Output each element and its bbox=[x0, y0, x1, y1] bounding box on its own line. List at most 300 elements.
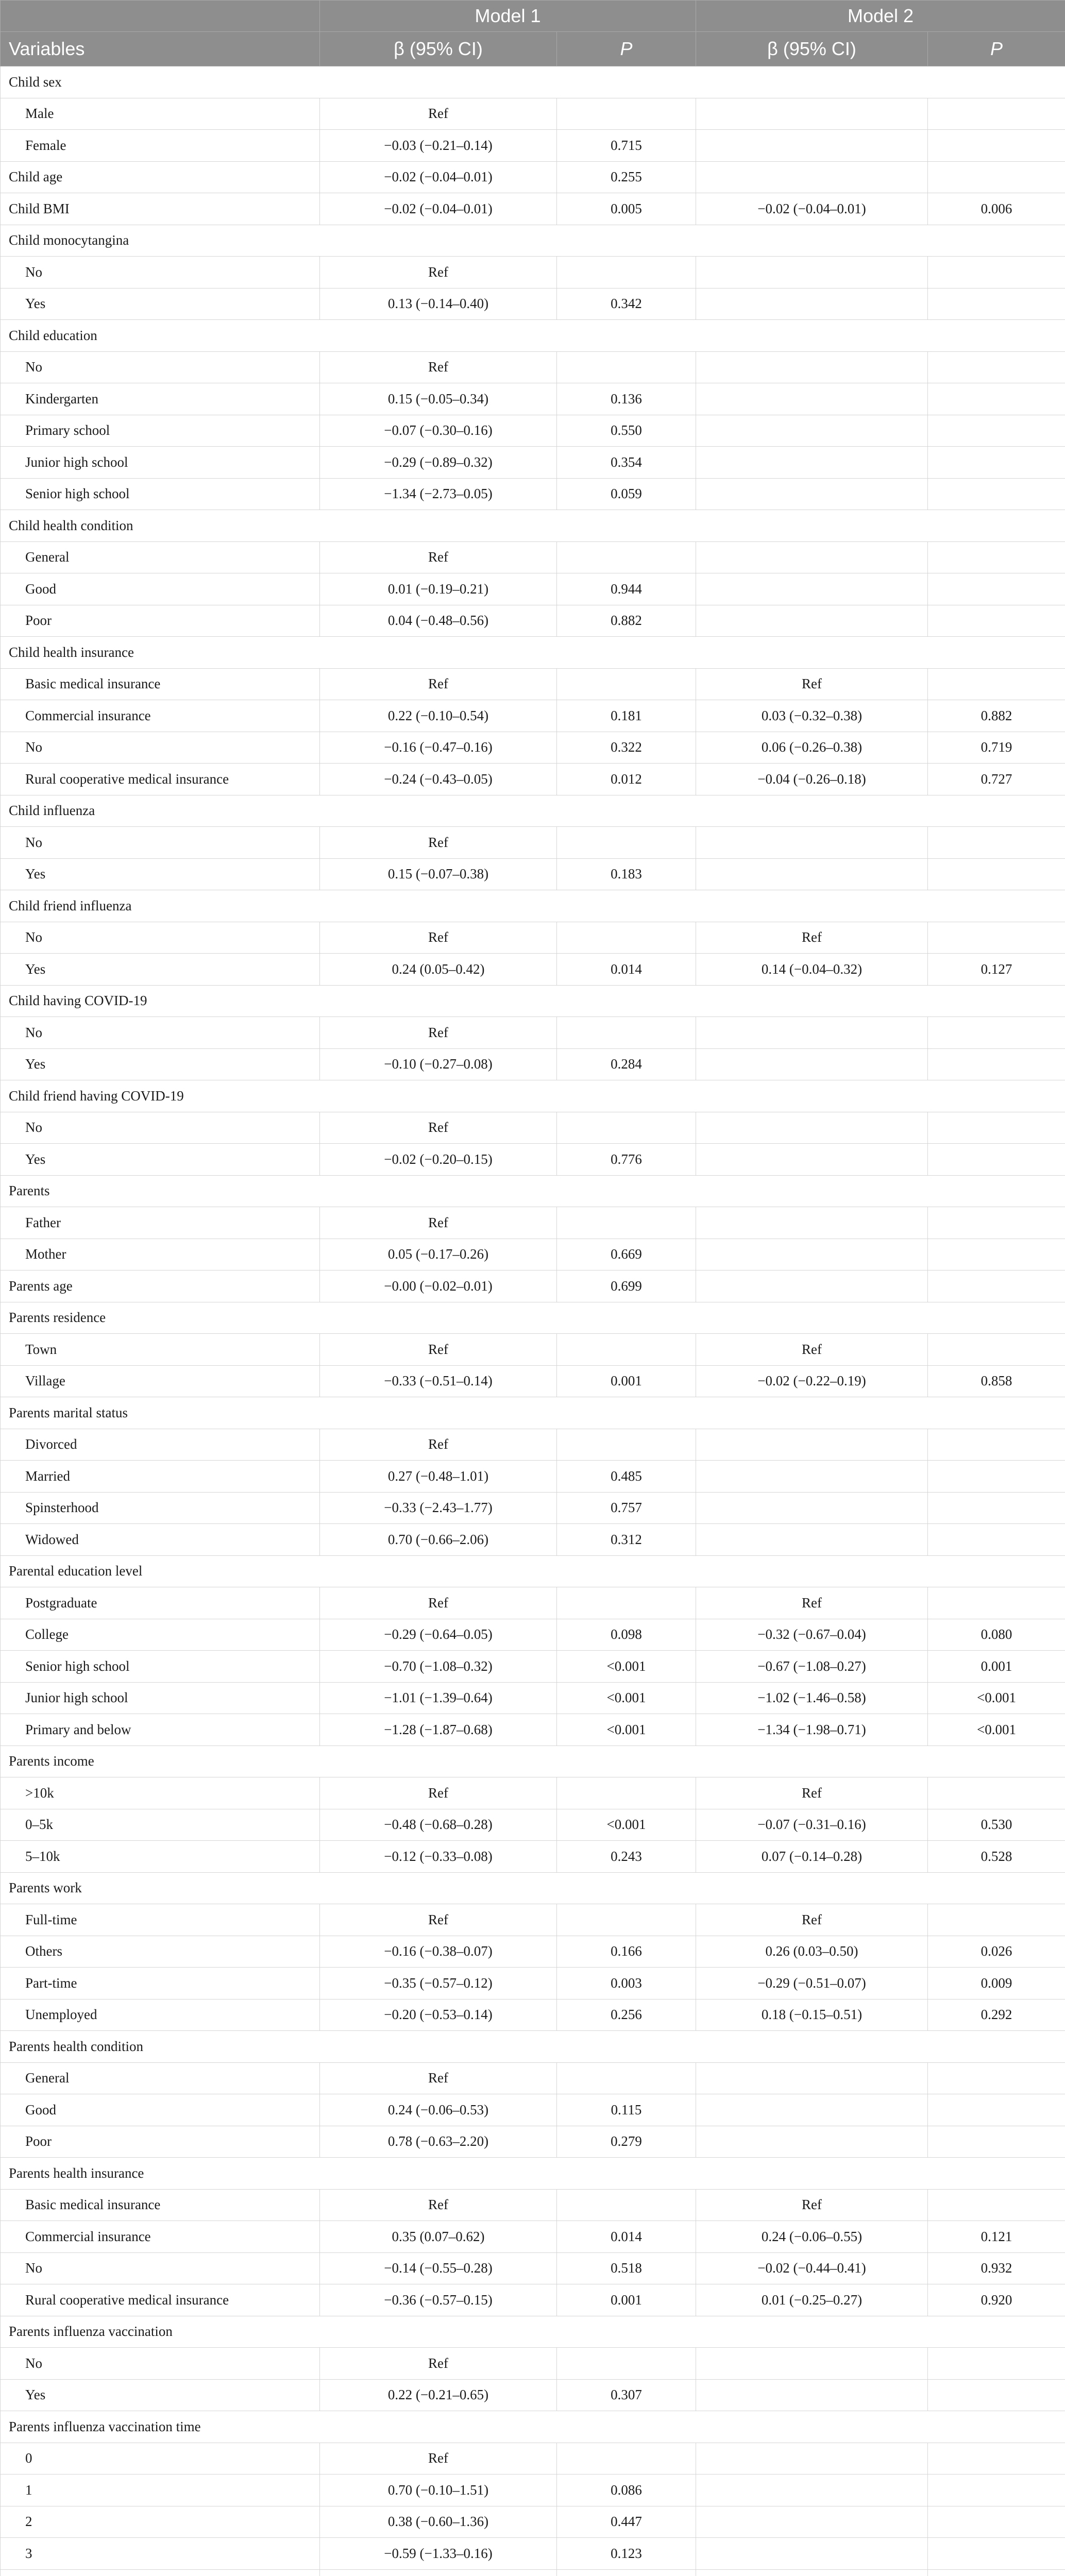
beta-model1-cell: −0.16 (−0.38–0.07) bbox=[320, 1936, 557, 1968]
p-model1-cell: 0.944 bbox=[557, 573, 696, 605]
p-model1-cell bbox=[557, 1777, 696, 1809]
p-model1-cell: 0.001 bbox=[557, 1365, 696, 1397]
p-model1-cell: 0.312 bbox=[557, 1524, 696, 1556]
header-model2: Model 2 bbox=[696, 1, 1065, 32]
variable-cell: Kindergarten bbox=[1, 383, 320, 415]
section-header-row bbox=[1, 2316, 1065, 2348]
beta-model1-cell: Ref bbox=[320, 1017, 557, 1049]
section-label: Parents influenza vaccination bbox=[1, 2316, 1065, 2348]
table-row bbox=[1, 193, 1065, 225]
variable-cell: Yes bbox=[1, 2379, 320, 2411]
p-model2-cell: 0.026 bbox=[928, 1936, 1065, 1968]
variable-cell: Junior high school bbox=[1, 1682, 320, 1714]
table-row bbox=[1, 351, 1065, 383]
section-label: Parents health insurance bbox=[1, 2158, 1065, 2190]
variable-cell: No bbox=[1, 2252, 320, 2284]
beta-model1-cell: −1.01 (−1.39–0.64) bbox=[320, 1682, 557, 1714]
p-model2-cell: 0.932 bbox=[928, 2252, 1065, 2284]
p-model1-cell bbox=[557, 827, 696, 859]
p-model2-cell bbox=[928, 161, 1065, 193]
p-model1-cell bbox=[557, 2189, 696, 2221]
section-label: Parents bbox=[1, 1175, 1065, 1207]
table-row bbox=[1, 605, 1065, 637]
beta-model2-cell bbox=[696, 2094, 928, 2126]
variable-cell: Child BMI bbox=[1, 193, 320, 225]
beta-model1-cell: −0.16 (−0.47–0.16) bbox=[320, 732, 557, 764]
variable-cell: Mother bbox=[1, 1239, 320, 1270]
variable-cell: Basic medical insurance bbox=[1, 668, 320, 700]
table-row bbox=[1, 1777, 1065, 1809]
variable-cell: No bbox=[1, 257, 320, 289]
table-row bbox=[1, 1936, 1065, 1968]
p-model1-cell bbox=[557, 2443, 696, 2475]
section-label: Parents residence bbox=[1, 1302, 1065, 1334]
beta-model1-cell: 0.22 (−0.21–0.65) bbox=[320, 2379, 557, 2411]
table-row bbox=[1, 668, 1065, 700]
table-row bbox=[1, 858, 1065, 890]
beta-model1-cell: −0.33 (−0.51–0.14) bbox=[320, 1365, 557, 1397]
beta-model1-cell: −0.03 (−0.21–0.14) bbox=[320, 130, 557, 162]
p-model1-cell: 0.279 bbox=[557, 2126, 696, 2158]
beta-model2-cell: 0.26 (0.03–0.50) bbox=[696, 1936, 928, 1968]
variable-cell: Yes bbox=[1, 1048, 320, 1080]
beta-model2-cell bbox=[696, 1207, 928, 1239]
table-row bbox=[1, 447, 1065, 479]
table-row bbox=[1, 1619, 1065, 1651]
beta-model1-cell: Ref bbox=[320, 2443, 557, 2475]
p-model1-cell: 0.098 bbox=[557, 1619, 696, 1651]
beta-model1-cell: Ref bbox=[320, 1334, 557, 1366]
p-model1-cell: 0.181 bbox=[557, 700, 696, 732]
beta-model1-cell: −0.12 (−0.33–0.08) bbox=[320, 1841, 557, 1873]
section-header-row bbox=[1, 795, 1065, 827]
beta-model2-cell: −0.02 (−0.22–0.19) bbox=[696, 1365, 928, 1397]
p-model2-cell: 0.920 bbox=[928, 2284, 1065, 2316]
p-model2-cell bbox=[928, 1144, 1065, 1176]
beta-model2-cell: 0.06 (−0.26–0.38) bbox=[696, 732, 928, 764]
header-p-model1: P bbox=[557, 32, 696, 66]
beta-model1-cell: Ref bbox=[320, 257, 557, 289]
p-model2-cell bbox=[928, 1777, 1065, 1809]
variable-cell: Poor bbox=[1, 605, 320, 637]
beta-model2-cell bbox=[696, 605, 928, 637]
p-model1-cell: 0.256 bbox=[557, 1999, 696, 2031]
variable-cell: Primary and below bbox=[1, 1714, 320, 1746]
p-model2-cell: 0.882 bbox=[928, 700, 1065, 732]
variable-cell: Yes bbox=[1, 1144, 320, 1176]
section-label: Child health insurance bbox=[1, 637, 1065, 669]
p-model1-cell: 0.699 bbox=[557, 1270, 696, 1302]
section-label: Child friend influenza bbox=[1, 890, 1065, 922]
table-row bbox=[1, 573, 1065, 605]
beta-model1-cell: Ref bbox=[320, 668, 557, 700]
beta-model2-cell bbox=[696, 1112, 928, 1144]
p-model2-cell bbox=[928, 1270, 1065, 1302]
table-row bbox=[1, 2379, 1065, 2411]
p-model2-cell bbox=[928, 573, 1065, 605]
beta-model1-cell: Ref bbox=[320, 922, 557, 954]
p-model1-cell: 0.014 bbox=[557, 954, 696, 986]
table-row bbox=[1, 1492, 1065, 1524]
table-row bbox=[1, 257, 1065, 289]
beta-model2-cell: −0.07 (−0.31–0.16) bbox=[696, 1809, 928, 1841]
beta-model1-cell: Ref bbox=[320, 1777, 557, 1809]
table-row bbox=[1, 1270, 1065, 1302]
beta-model1-cell: Ref bbox=[320, 2062, 557, 2094]
section-label: Child friend having COVID-19 bbox=[1, 1080, 1065, 1112]
header-beta-model2: β (95% CI) bbox=[696, 32, 928, 66]
beta-model2-cell bbox=[696, 573, 928, 605]
p-model2-cell bbox=[928, 1904, 1065, 1936]
beta-model1-cell: −0.36 (−0.57–0.15) bbox=[320, 2284, 557, 2316]
beta-model1-cell: −0.48 (−0.68–0.28) bbox=[320, 1809, 557, 1841]
beta-model1-cell bbox=[320, 2569, 557, 2576]
beta-model1-cell: 0.27 (−0.48–1.01) bbox=[320, 1461, 557, 1493]
p-model1-cell: 0.243 bbox=[557, 1841, 696, 1873]
table-row bbox=[1, 2475, 1065, 2506]
beta-model2-cell bbox=[696, 1429, 928, 1461]
beta-model2-cell bbox=[696, 858, 928, 890]
beta-model1-cell: −0.14 (−0.55–0.28) bbox=[320, 2252, 557, 2284]
section-label: Parents influenza vaccination time bbox=[1, 2411, 1065, 2443]
p-model2-cell: 0.001 bbox=[928, 1651, 1065, 1683]
section-header-row bbox=[1, 1872, 1065, 1904]
p-model1-cell: <0.001 bbox=[557, 1809, 696, 1841]
beta-model2-cell bbox=[696, 1239, 928, 1270]
table-row bbox=[1, 700, 1065, 732]
beta-model2-cell: 0.18 (−0.15–0.51) bbox=[696, 1999, 928, 2031]
beta-model1-cell: 0.13 (−0.14–0.40) bbox=[320, 288, 557, 320]
table-row bbox=[1, 1207, 1065, 1239]
table-row bbox=[1, 1999, 1065, 2031]
p-model2-cell bbox=[928, 1239, 1065, 1270]
p-model1-cell bbox=[557, 668, 696, 700]
variable-cell: No bbox=[1, 922, 320, 954]
section-label: Parents marital status bbox=[1, 1397, 1065, 1429]
variable-cell: Widowed bbox=[1, 1524, 320, 1556]
p-model1-cell bbox=[557, 257, 696, 289]
table-row bbox=[1, 1524, 1065, 1556]
beta-model2-cell bbox=[696, 288, 928, 320]
beta-model1-cell: −0.29 (−0.64–0.05) bbox=[320, 1619, 557, 1651]
beta-model2-cell bbox=[696, 1492, 928, 1524]
beta-model2-cell bbox=[696, 2475, 928, 2506]
variable-cell: Yes bbox=[1, 858, 320, 890]
beta-model2-cell: −0.29 (−0.51–0.07) bbox=[696, 1968, 928, 1999]
beta-model1-cell: 0.35 (0.07–0.62) bbox=[320, 2221, 557, 2253]
variable-cell: Commercial insurance bbox=[1, 700, 320, 732]
variable-cell: Divorced bbox=[1, 1429, 320, 1461]
table-row bbox=[1, 1651, 1065, 1683]
beta-model1-cell: −0.00 (−0.02–0.01) bbox=[320, 1270, 557, 1302]
table-row bbox=[1, 954, 1065, 986]
p-model1-cell: 0.485 bbox=[557, 1461, 696, 1493]
beta-model1-cell: 0.01 (−0.19–0.21) bbox=[320, 573, 557, 605]
p-model2-cell bbox=[928, 827, 1065, 859]
beta-model2-cell bbox=[696, 2379, 928, 2411]
beta-model1-cell: −0.02 (−0.20–0.15) bbox=[320, 1144, 557, 1176]
variable-cell: No bbox=[1, 827, 320, 859]
p-model1-cell bbox=[557, 2062, 696, 2094]
p-model1-cell bbox=[557, 98, 696, 130]
variable-cell: Male bbox=[1, 98, 320, 130]
section-header-row bbox=[1, 320, 1065, 352]
beta-model1-cell: 0.24 (0.05–0.42) bbox=[320, 954, 557, 986]
table-row bbox=[1, 383, 1065, 415]
table-row bbox=[1, 764, 1065, 795]
section-label: Child education bbox=[1, 320, 1065, 352]
p-model2-cell bbox=[928, 2189, 1065, 2221]
beta-model2-cell bbox=[696, 351, 928, 383]
variable-cell: Commercial insurance bbox=[1, 2221, 320, 2253]
p-model2-cell bbox=[928, 668, 1065, 700]
p-model1-cell: 0.447 bbox=[557, 2506, 696, 2538]
section-label: Child monocytangina bbox=[1, 225, 1065, 257]
p-model2-cell bbox=[928, 2126, 1065, 2158]
table-row bbox=[1, 2126, 1065, 2158]
table-row bbox=[1, 2221, 1065, 2253]
beta-model1-cell: −0.33 (−2.43–1.77) bbox=[320, 1492, 557, 1524]
section-header-row bbox=[1, 1397, 1065, 1429]
variable-cell: Good bbox=[1, 573, 320, 605]
beta-model2-cell: 0.01 (−0.25–0.27) bbox=[696, 2284, 928, 2316]
p-model2-cell bbox=[928, 1048, 1065, 1080]
p-model1-cell: 0.115 bbox=[557, 2094, 696, 2126]
variable-cell: Yes bbox=[1, 288, 320, 320]
p-model2-cell bbox=[928, 2569, 1065, 2576]
beta-model2-cell bbox=[696, 383, 928, 415]
table-row bbox=[1, 1429, 1065, 1461]
variable-cell: Child age bbox=[1, 161, 320, 193]
p-model1-cell: <0.001 bbox=[557, 1651, 696, 1683]
beta-model2-cell bbox=[696, 2062, 928, 2094]
table-row bbox=[1, 1334, 1065, 1366]
beta-model2-cell: Ref bbox=[696, 668, 928, 700]
table-row bbox=[1, 2252, 1065, 2284]
p-model2-cell bbox=[928, 383, 1065, 415]
beta-model2-cell bbox=[696, 2538, 928, 2570]
table-row bbox=[1, 478, 1065, 510]
variable-cell: 1 bbox=[1, 2475, 320, 2506]
p-model2-cell bbox=[928, 130, 1065, 162]
p-model1-cell: 0.086 bbox=[557, 2475, 696, 2506]
variable-cell: Father bbox=[1, 1207, 320, 1239]
table-row bbox=[1, 1112, 1065, 1144]
beta-model2-cell bbox=[696, 130, 928, 162]
variable-cell: Rural cooperative medical insurance bbox=[1, 764, 320, 795]
p-model2-cell bbox=[928, 2094, 1065, 2126]
variable-cell: 2 bbox=[1, 2506, 320, 2538]
p-model1-cell: 0.322 bbox=[557, 732, 696, 764]
p-model2-cell bbox=[928, 1207, 1065, 1239]
p-model2-cell: 0.530 bbox=[928, 1809, 1065, 1841]
section-header-row bbox=[1, 890, 1065, 922]
variable-cell: Town bbox=[1, 1334, 320, 1366]
beta-model1-cell: Ref bbox=[320, 1429, 557, 1461]
p-model2-cell bbox=[928, 447, 1065, 479]
p-model2-cell: <0.001 bbox=[928, 1714, 1065, 1746]
variable-cell: General bbox=[1, 2062, 320, 2094]
variable-cell: No bbox=[1, 351, 320, 383]
beta-model1-cell: 0.70 (−0.10–1.51) bbox=[320, 2475, 557, 2506]
beta-model1-cell: −0.10 (−0.27–0.08) bbox=[320, 1048, 557, 1080]
p-model1-cell: 0.776 bbox=[557, 1144, 696, 1176]
beta-model2-cell bbox=[696, 2126, 928, 2158]
beta-model1-cell: 0.22 (−0.10–0.54) bbox=[320, 700, 557, 732]
beta-model2-cell: −0.02 (−0.04–0.01) bbox=[696, 193, 928, 225]
variable-cell: No bbox=[1, 732, 320, 764]
table-row bbox=[1, 2538, 1065, 2570]
p-model2-cell: 0.858 bbox=[928, 1365, 1065, 1397]
section-header-row bbox=[1, 1080, 1065, 1112]
beta-model2-cell bbox=[696, 257, 928, 289]
p-model2-cell: 0.719 bbox=[928, 732, 1065, 764]
beta-model1-cell: Ref bbox=[320, 1207, 557, 1239]
variable-cell: College bbox=[1, 1619, 320, 1651]
section-label: Parents health condition bbox=[1, 2031, 1065, 2063]
beta-model1-cell: 0.78 (−0.63–2.20) bbox=[320, 2126, 557, 2158]
section-header-row bbox=[1, 2158, 1065, 2190]
header-beta-model1: β (95% CI) bbox=[320, 32, 557, 66]
p-model1-cell: 0.012 bbox=[557, 764, 696, 795]
beta-model1-cell: −0.02 (−0.04–0.01) bbox=[320, 193, 557, 225]
beta-model2-cell bbox=[696, 2348, 928, 2380]
p-model1-cell: <0.001 bbox=[557, 1714, 696, 1746]
beta-model2-cell bbox=[696, 541, 928, 573]
section-label: Parents income bbox=[1, 1745, 1065, 1777]
table-row bbox=[1, 2062, 1065, 2094]
p-model2-cell bbox=[928, 1587, 1065, 1619]
beta-model1-cell: −0.20 (−0.53–0.14) bbox=[320, 1999, 557, 2031]
variable-cell bbox=[1, 2569, 320, 2576]
table-row bbox=[1, 2284, 1065, 2316]
section-label: Parental education level bbox=[1, 1555, 1065, 1587]
beta-model1-cell: −1.34 (−2.73–0.05) bbox=[320, 478, 557, 510]
beta-model2-cell: Ref bbox=[696, 1587, 928, 1619]
beta-model2-cell: Ref bbox=[696, 1777, 928, 1809]
beta-model2-cell: 0.03 (−0.32–0.38) bbox=[696, 700, 928, 732]
section-label: Parents work bbox=[1, 1872, 1065, 1904]
table-row bbox=[1, 2443, 1065, 2475]
p-model1-cell bbox=[557, 2348, 696, 2380]
table-row bbox=[1, 2506, 1065, 2538]
beta-model1-cell: −0.70 (−1.08–0.32) bbox=[320, 1651, 557, 1683]
table-row bbox=[1, 2569, 1065, 2576]
table-row bbox=[1, 1904, 1065, 1936]
p-model2-cell: 0.528 bbox=[928, 1841, 1065, 1873]
p-model1-cell: 0.757 bbox=[557, 1492, 696, 1524]
variable-cell: Junior high school bbox=[1, 447, 320, 479]
p-model1-cell: 0.003 bbox=[557, 1968, 696, 1999]
p-model1-cell bbox=[557, 2569, 696, 2576]
beta-model1-cell: −0.24 (−0.43–0.05) bbox=[320, 764, 557, 795]
beta-model2-cell bbox=[696, 478, 928, 510]
table-row bbox=[1, 827, 1065, 859]
table-row bbox=[1, 288, 1065, 320]
p-model2-cell bbox=[928, 1461, 1065, 1493]
table-row bbox=[1, 1017, 1065, 1049]
variable-cell: Good bbox=[1, 2094, 320, 2126]
beta-model1-cell: 0.05 (−0.17–0.26) bbox=[320, 1239, 557, 1270]
beta-model2-cell bbox=[696, 447, 928, 479]
table-row bbox=[1, 732, 1065, 764]
table-row bbox=[1, 541, 1065, 573]
table-row bbox=[1, 922, 1065, 954]
beta-model2-cell bbox=[696, 1048, 928, 1080]
variable-cell: Others bbox=[1, 1936, 320, 1968]
variable-cell: Female bbox=[1, 130, 320, 162]
beta-model1-cell: 0.15 (−0.05–0.34) bbox=[320, 383, 557, 415]
p-model2-cell bbox=[928, 1112, 1065, 1144]
beta-model2-cell bbox=[696, 1461, 928, 1493]
p-model2-cell bbox=[928, 858, 1065, 890]
p-model1-cell: 0.123 bbox=[557, 2538, 696, 2570]
section-header-row bbox=[1, 2031, 1065, 2063]
beta-model1-cell: Ref bbox=[320, 351, 557, 383]
p-model2-cell bbox=[928, 541, 1065, 573]
table-row bbox=[1, 2189, 1065, 2221]
table-row bbox=[1, 130, 1065, 162]
p-model2-cell: 0.009 bbox=[928, 1968, 1065, 1999]
beta-model1-cell: −0.07 (−0.30–0.16) bbox=[320, 415, 557, 447]
beta-model2-cell: −0.04 (−0.26–0.18) bbox=[696, 764, 928, 795]
beta-model2-cell: 0.14 (−0.04–0.32) bbox=[696, 954, 928, 986]
table-row bbox=[1, 415, 1065, 447]
section-label: Child health condition bbox=[1, 510, 1065, 542]
beta-model1-cell: 0.04 (−0.48–0.56) bbox=[320, 605, 557, 637]
section-label: Child influenza bbox=[1, 795, 1065, 827]
variable-cell: Full-time bbox=[1, 1904, 320, 1936]
p-model1-cell: 0.307 bbox=[557, 2379, 696, 2411]
beta-model2-cell bbox=[696, 1270, 928, 1302]
p-model1-cell: 0.166 bbox=[557, 1936, 696, 1968]
p-model1-cell: 0.715 bbox=[557, 130, 696, 162]
section-header-row bbox=[1, 1745, 1065, 1777]
header-p-model2: P bbox=[928, 32, 1065, 66]
variable-cell: Rural cooperative medical insurance bbox=[1, 2284, 320, 2316]
beta-model2-cell: −1.02 (−1.46–0.58) bbox=[696, 1682, 928, 1714]
beta-model2-cell: 0.24 (−0.06–0.55) bbox=[696, 2221, 928, 2253]
beta-model1-cell: Ref bbox=[320, 98, 557, 130]
p-model2-cell: 0.121 bbox=[928, 2221, 1065, 2253]
table-row bbox=[1, 1587, 1065, 1619]
beta-model2-cell bbox=[696, 98, 928, 130]
variable-cell: Parents age bbox=[1, 1270, 320, 1302]
beta-model2-cell: 0.07 (−0.14–0.28) bbox=[696, 1841, 928, 1873]
p-model2-cell: <0.001 bbox=[928, 1682, 1065, 1714]
beta-model2-cell bbox=[696, 161, 928, 193]
variable-cell: No bbox=[1, 1017, 320, 1049]
beta-model1-cell: Ref bbox=[320, 541, 557, 573]
p-model1-cell bbox=[557, 1112, 696, 1144]
variable-cell: Senior high school bbox=[1, 478, 320, 510]
variable-cell: No bbox=[1, 1112, 320, 1144]
p-model2-cell bbox=[928, 2348, 1065, 2380]
variable-cell: 5–10k bbox=[1, 1841, 320, 1873]
beta-model2-cell: Ref bbox=[696, 922, 928, 954]
beta-model1-cell: −0.29 (−0.89–0.32) bbox=[320, 447, 557, 479]
beta-model2-cell: −1.34 (−1.98–0.71) bbox=[696, 1714, 928, 1746]
p-model1-cell bbox=[557, 1429, 696, 1461]
beta-model2-cell bbox=[696, 1017, 928, 1049]
beta-model2-cell: Ref bbox=[696, 2189, 928, 2221]
table-row bbox=[1, 1809, 1065, 1841]
p-model2-cell: 0.006 bbox=[928, 193, 1065, 225]
section-label: Child sex bbox=[1, 66, 1065, 98]
variable-cell: Postgraduate bbox=[1, 1587, 320, 1619]
p-model1-cell: 0.255 bbox=[557, 161, 696, 193]
p-model1-cell bbox=[557, 1207, 696, 1239]
